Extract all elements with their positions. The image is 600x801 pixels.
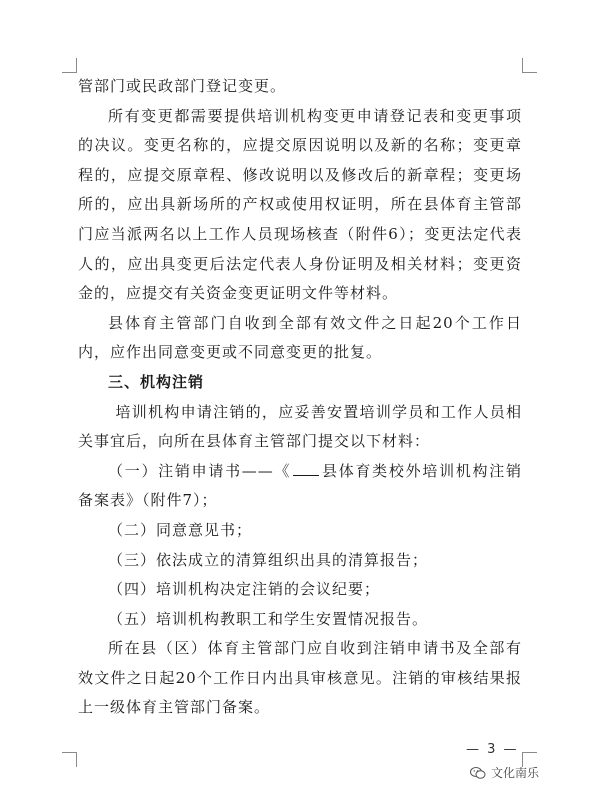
crop-mark-bottom-left [62, 752, 77, 767]
list-item-1-suffix: 县体育类校外培训机构注销备案表》（附件7）； [78, 461, 522, 510]
paragraph-approval-deadline: 县体育主管部门自收到全部有效文件之日起20个工作日内，应作出同意变更或不同意变更的批复。 [78, 313, 522, 362]
list-item-4: （四）培训机构决定注销的会议纪要； [108, 580, 381, 599]
paragraph-change-requirements: 所有变更都需要提供培训机构变更申请登记表和变更事项的决议。变更名称的，应提交原因说明以及新的名称；变更章程的，应提交原章程、修改说明以及修改后的新章程；变更场所的，应出具新场所的产权或使用权证明，所在县体育主管部门应当派两名以上工作人员现场核查（附件6）；变更法定代表人的，应出具变更后法定代表人身份证明及相关材料；变更资金的，应提交有关资金变更证明文件等材料。 [78, 106, 522, 303]
document-page [78, 72, 522, 723]
paragraph-continuation: 管部门或民政部门登记变更。 [78, 77, 287, 95]
crop-mark-top-right [522, 58, 537, 73]
watermark [470, 764, 539, 781]
page-number: — 3 — [466, 742, 519, 757]
list-item-5: （五）培训机构教职工和学生安置情况报告。 [108, 609, 429, 628]
fill-in-blank [293, 461, 319, 476]
list-item-2: （二）同意意见书； [108, 520, 253, 539]
crop-mark-top-left [62, 58, 77, 73]
section-intro: 培训机构申请注销的，应妥善安置培训学员和工作人员相关事宜后，向所在县体育主管部门提交以下材料： [78, 402, 522, 451]
watermark-text: 文化南乐 [491, 766, 540, 780]
wechat-icon [470, 766, 486, 780]
list-item-1-prefix: （一）注销申请书——《 [108, 461, 292, 480]
section-heading: 三、机构注销 [108, 372, 205, 391]
list-item-1 [78, 457, 522, 516]
list-item-3: （三）依法成立的清算组织出具的清算报告； [108, 550, 429, 569]
paragraph-closing: 所在县（区）体育主管部门应自收到注销申请书及全部有效文件之日起20个工作日内出具审核意见。注销的审核结果报上一级体育主管部门备案。 [78, 639, 522, 717]
